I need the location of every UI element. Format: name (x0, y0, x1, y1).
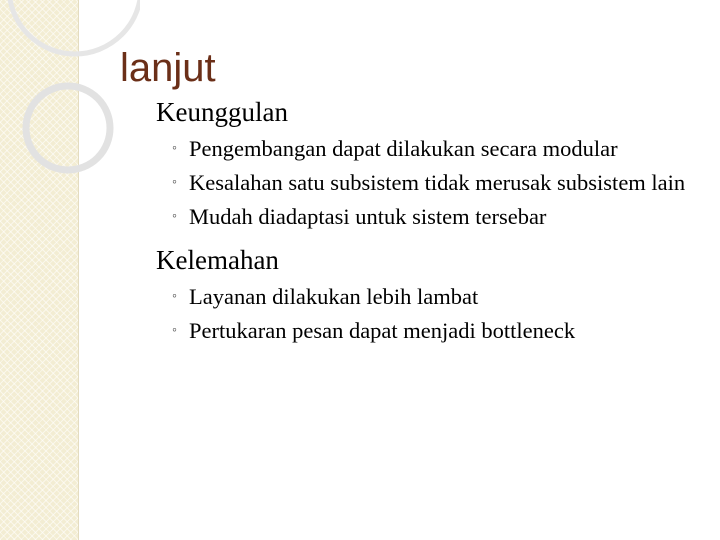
list-item (172, 282, 704, 312)
list-item-text: Pengembangan dapat dilakukan secara modular (189, 136, 618, 161)
list-item (172, 168, 704, 198)
list-item (172, 316, 704, 346)
level2-bullet-icon: ◦ (172, 141, 177, 156)
slide-content (134, 94, 704, 346)
heading-keunggulan (134, 94, 704, 130)
list-item-text: Mudah diadaptasi untuk sistem tersebar (189, 204, 547, 229)
section-heading: Keunggulan (156, 97, 288, 127)
list-item (172, 202, 704, 232)
level2-bullet-icon: ◦ (172, 175, 177, 190)
list-item-text: Layanan dilakukan lebih lambat (189, 284, 479, 309)
section-keunggulan (134, 94, 704, 232)
section-heading: Kelemahan (156, 245, 279, 275)
level2-bullet-icon: ◦ (172, 209, 177, 224)
list-item-text: Kesalahan satu subsistem tidak merusak subsistem lain (189, 170, 686, 195)
list-item-text: Pertukaran pesan dapat menjadi bottleneck (189, 318, 576, 343)
list-item (172, 134, 704, 164)
level2-bullet-icon: ◦ (172, 289, 177, 304)
section-kelemahan (134, 242, 704, 346)
decorative-circles (0, 0, 140, 220)
heading-kelemahan (134, 242, 704, 278)
slide-title: lanjut (120, 46, 216, 90)
level2-bullet-icon: ◦ (172, 323, 177, 338)
